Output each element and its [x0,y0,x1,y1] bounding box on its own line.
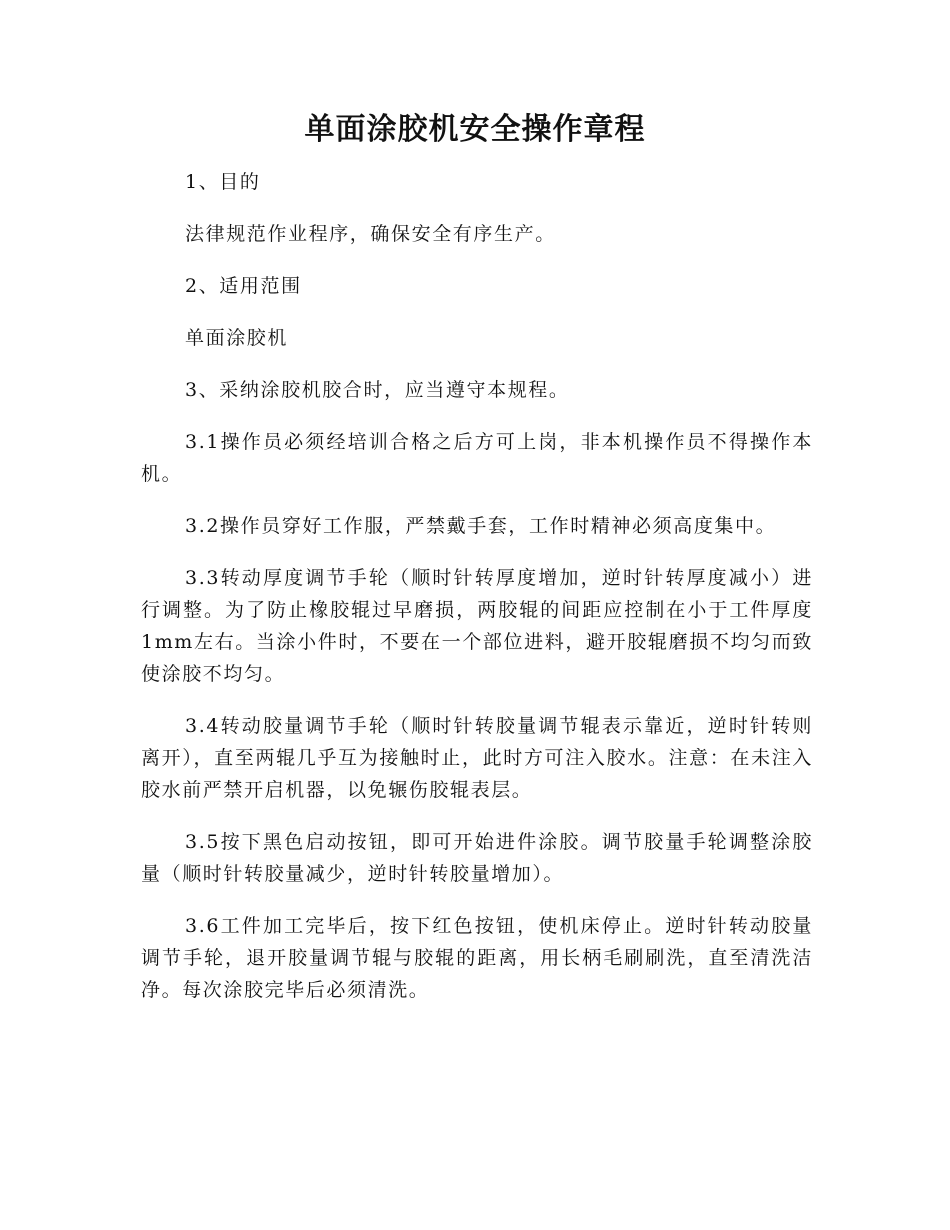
paragraph-rule-3-2: 3.2操作员穿好工作服，严禁戴手套，工作时精神必须高度集中。 [185,515,777,537]
paragraph-purpose: 法律规范作业程序，确保安全有序生产。 [185,223,556,245]
paragraph-rule-3-5: 3.5按下黑色启动按钮，即可开始进件涂胶。调节胶量手轮调整涂胶量（顺时针转胶量减少，逆时针转胶量增加）。 [141,831,813,885]
section-heading-purpose: 1、目的 [185,171,261,193]
section-heading-rules: 3、采纳涂胶机胶合时，应当遵守本规程。 [185,379,570,401]
paragraph-rule-3-4: 3.4转动胶量调节手轮（顺时针转胶量调节辊表示靠近，逆时针转则离开），直至两辊几乎互为接触时止，此时方可注入胶水。注意：在未注入胶水前严禁开启机器，以免辗伤胶辊表层。 [141,715,813,801]
paragraph-rule-3-1: 3.1操作员必须经培训合格之后方可上岗，非本机操作员不得操作本机。 [141,431,813,485]
document-title: 单面涂胶机安全操作章程 [304,112,646,147]
paragraph-rule-3-3: 3.3转动厚度调节手轮（顺时针转厚度增加，逆时针转厚度减小）进行调整。为了防止橡胶辊过早磨损，两胶辊的间距应控制在小于工件厚度1mm左右。当涂小件时，不要在一个部位进料，避开胶辊磨损不均匀而致使涂胶不均匀。 [141,567,813,685]
section-heading-scope: 2、适用范围 [185,275,302,297]
paragraph-rule-3-6: 3.6工件加工完毕后，按下红色按钮，使机床停止。逆时针转动胶量调节手轮，退开胶量调节辊与胶辊的距离，用长柄毛刷刷洗，直至清洗洁净。每次涂胶完毕后必须清洗。 [141,915,813,1001]
paragraph-scope: 单面涂胶机 [185,327,289,349]
document-body [141,166,813,1026]
